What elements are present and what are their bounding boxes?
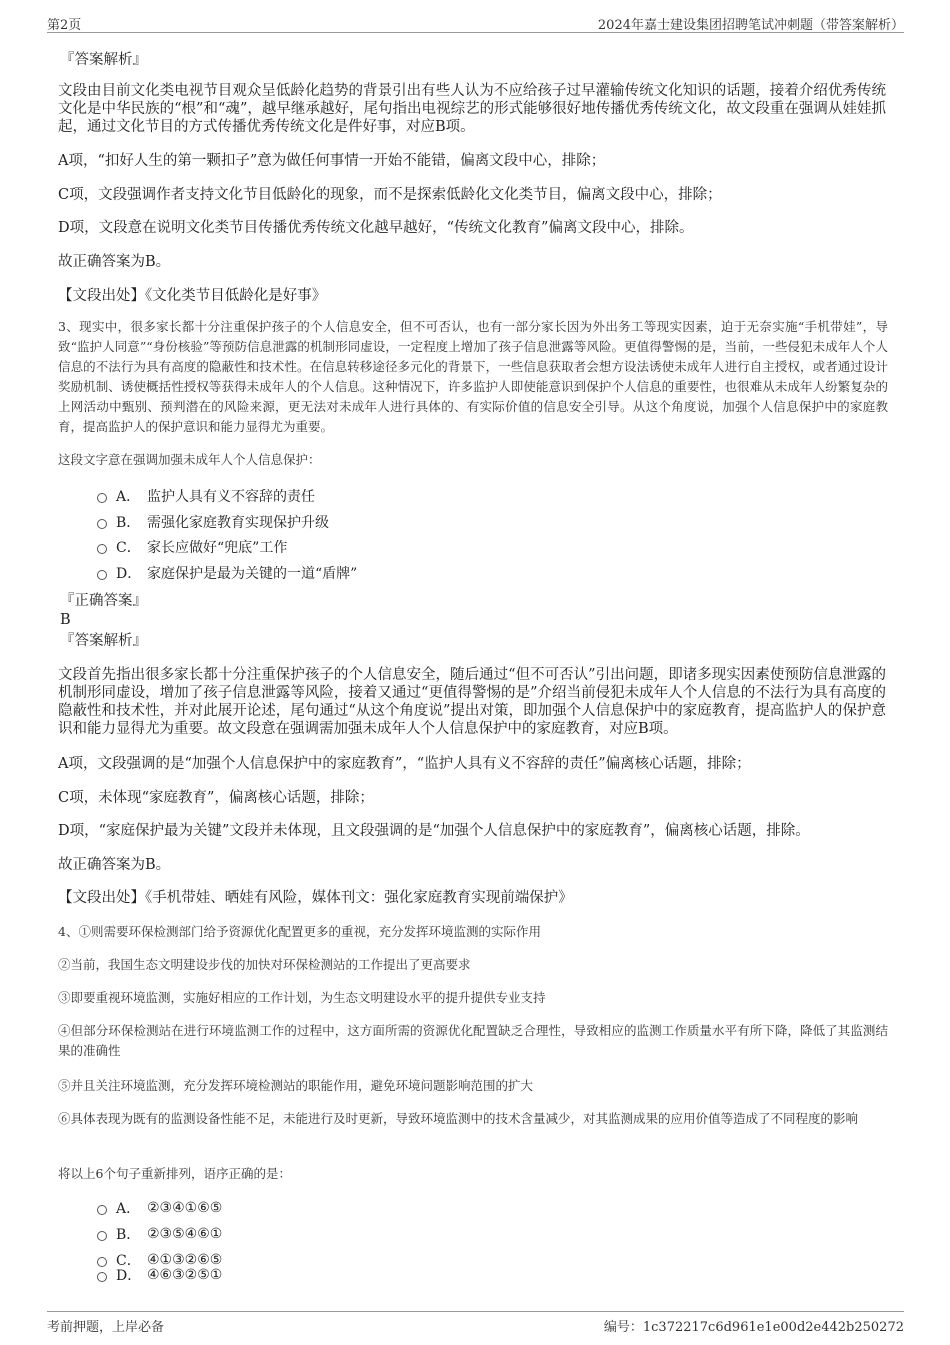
analysis-item-d: D项，“家庭保护最为关键”文段并未体现，且文段强调的是“加强个人信息保护中的家庭教育”，偏离核心话题，排除。 (58, 823, 810, 839)
radio-icon[interactable] (97, 493, 107, 503)
analysis-item-a: A项，文段强调的是“加强个人信息保护中的家庭教育”，“监护人具有义不容辞的责任”偏离核心话题，排除； (58, 756, 751, 772)
page-number: 第2页 (47, 18, 82, 33)
question-3-prompt: 这段文字意在强调加强未成年人个人信息保护： (58, 452, 321, 467)
analysis-text: 文段由目前文化类电视节目观众呈低龄化趋势的背景引出有些人认为不应给孩子过早灌输传统文化知识的话题，接着介绍优秀传统文化是中华民族的“根”和“魂”，越早继承越好，尾句指出电视综艺的形式能够很好地传播优秀传统文化，故文段重在强调从娃娃抓起，通过文化节目的方式传播优秀传统文化是件好事，对应B项。 (58, 83, 886, 135)
analysis-label: 『答案解析』 (60, 52, 147, 68)
question-3-option-b[interactable] (97, 512, 329, 532)
question-4-option-d[interactable] (97, 1265, 222, 1285)
option-letter: C． (116, 1253, 141, 1269)
option-letter: A． (116, 489, 141, 505)
analysis-item-d: D项，文段意在说明文化类节目传播优秀传统文化越早越好，“传统文化教育”偏离文段中心，排除。 (58, 220, 694, 236)
question-4-sentence-2: ②当前，我国生态文明建设步伐的加快对环保检测站的工作提出了更高要求 (58, 957, 471, 972)
radio-icon[interactable] (97, 544, 107, 554)
document-title: 2024年嘉士建设集团招聘笔试冲刺题（带答案解析） (597, 18, 904, 33)
radio-icon[interactable] (97, 519, 107, 529)
radio-icon[interactable] (97, 570, 107, 580)
question-3-option-a[interactable] (97, 486, 315, 506)
document-code: 编号：1c372217c6d961e1e00d2e442b250272 (603, 1320, 904, 1335)
source-citation: 【文段出处】《文化类节目低龄化是好事》 (58, 288, 327, 304)
question-4-sentence-1: 4、①则需要环保检测部门给予资源优化配置更多的重视，充分发挥环境监测的实际作用 (58, 924, 541, 939)
page-footer (47, 1311, 904, 1334)
option-text: ④①③②⑥⑤ (147, 1252, 223, 1268)
radio-icon[interactable] (97, 1231, 107, 1241)
analysis-item-a: A项，“扣好人生的第一颗扣子”意为做任何事情一开始不能错，偏离文段中心，排除； (58, 153, 606, 169)
analysis-item-c: C项，文段强调作者支持文化节目低龄化的现象，而不是探索低龄化文化类节目，偏离文段中心，排除； (58, 187, 722, 203)
question-3-option-c[interactable] (97, 537, 287, 557)
question-4-prompt: 将以上6个句子重新排列，语序正确的是： (58, 1166, 291, 1181)
question-4-option-a[interactable] (97, 1198, 222, 1218)
radio-icon[interactable] (97, 1205, 107, 1215)
option-letter: D． (116, 566, 142, 582)
option-text: 监护人具有义不容辞的责任 (147, 489, 315, 505)
question-4-option-b[interactable] (97, 1224, 222, 1244)
option-letter: A． (116, 1201, 141, 1217)
question-4-sentence-4: ④但部分环保检测站在进行环境监测工作的过程中，这方面所需的资源优化配置缺乏合理性，导致相应的监测工作质量水平有所下降，降低了其监测结果的准确性 (58, 1023, 888, 1058)
option-text: 家长应做好“兜底”工作 (147, 540, 288, 556)
analysis-label: 『答案解析』 (60, 633, 147, 649)
radio-icon[interactable] (97, 1272, 107, 1282)
option-letter: D． (116, 1268, 142, 1284)
correct-answer-conclusion: 故正确答案为B。 (58, 857, 171, 873)
option-text: ②③⑤④⑥① (147, 1226, 223, 1242)
page-header (47, 12, 904, 33)
footer-slogan: 考前押题，上岸必备 (47, 1320, 165, 1335)
analysis-item-c: C项，未体现“家庭教育”，偏离核心话题，排除； (58, 790, 374, 806)
option-text: 家庭保护是最为关键的一道“盾牌” (147, 566, 358, 582)
option-letter: C． (116, 540, 141, 556)
question-3-option-d[interactable] (97, 563, 357, 583)
analysis-text: 文段首先指出很多家长都十分注重保护孩子的个人信息安全，随后通过“但不可否认”引出问题，即诸多现实因素使预防信息泄露的机制形同虚设，增加了孩子信息泄露等风险，接着又通过“更值得警惕的是”介绍当前侵犯未成年人个人信息的不法行为具有高度的隐蔽性和技术性，并对此展开论述，尾句通过“从这个角度说”提出对策，即加强个人信息保护中的家庭教育，提高监护人的保护意识和能力显得尤为重要。故文段意在强调需加强未成年人个人信息保护中的家庭教育，对应B项。 (58, 667, 886, 737)
source-citation: 【文段出处】《手机带娃、晒娃有风险，媒体刊文：强化家庭教育实现前端保护》 (58, 890, 573, 906)
correct-answer-label: 『正确答案』 (60, 593, 147, 609)
correct-answer-value: B (60, 612, 71, 628)
option-letter: B． (116, 515, 141, 531)
correct-answer-conclusion: 故正确答案为B。 (58, 254, 171, 270)
option-text: 需强化家庭教育实现保护升级 (147, 515, 329, 531)
option-text: ②③④①⑥⑤ (147, 1200, 223, 1216)
question-3-stem: 3、现实中，很多家长都十分注重保护孩子的个人信息安全，但不可否认，也有一部分家长因为外出务工等现实因素，迫于无奈实施“手机带娃”，导致“监护人同意”“身份核验”等预防信息泄露的机制形同虚设，一定程度上增加了孩子信息泄露等风险。更值得警惕的是，当前，一些侵犯未成年人个人信息的不法行为具有高度的隐蔽性和技术性。在信息转移途径多元化的背景下，一些信息获取者会想方设法诱使未成年人进行自主授权，或者通过设计奖励机制、诱使概括性授权等获得未成年人的个人信息。这种情况下，许多监护人即使能意识到保护个人信息的重要性，也很难从未成年人纷繁复杂的上网活动中甄别、预判潜在的风险来源，更无法对未成年人进行具体的、有实际价值的信息安全引导。从这个角度说，加强个人信息保护中的家庭教育，提高监护人的保护意识和能力显得尤为重要。 (58, 319, 888, 434)
option-text: ④⑥③②⑤① (147, 1267, 223, 1283)
question-4-sentence-3: ③即要重视环境监测，实施好相应的工作计划，为生态文明建设水平的提升提供专业支持 (58, 990, 546, 1005)
question-4-sentence-6: ⑥具体表现为既有的监测设备性能不足，未能进行及时更新，导致环境监测中的技术含量减少，对其监测成果的应用价值等造成了不同程度的影响 (58, 1111, 859, 1126)
option-letter: B． (116, 1227, 141, 1243)
question-4-sentence-5: ⑤并且关注环境监测，充分发挥环境检测站的职能作用，避免环境问题影响范围的扩大 (58, 1078, 534, 1093)
